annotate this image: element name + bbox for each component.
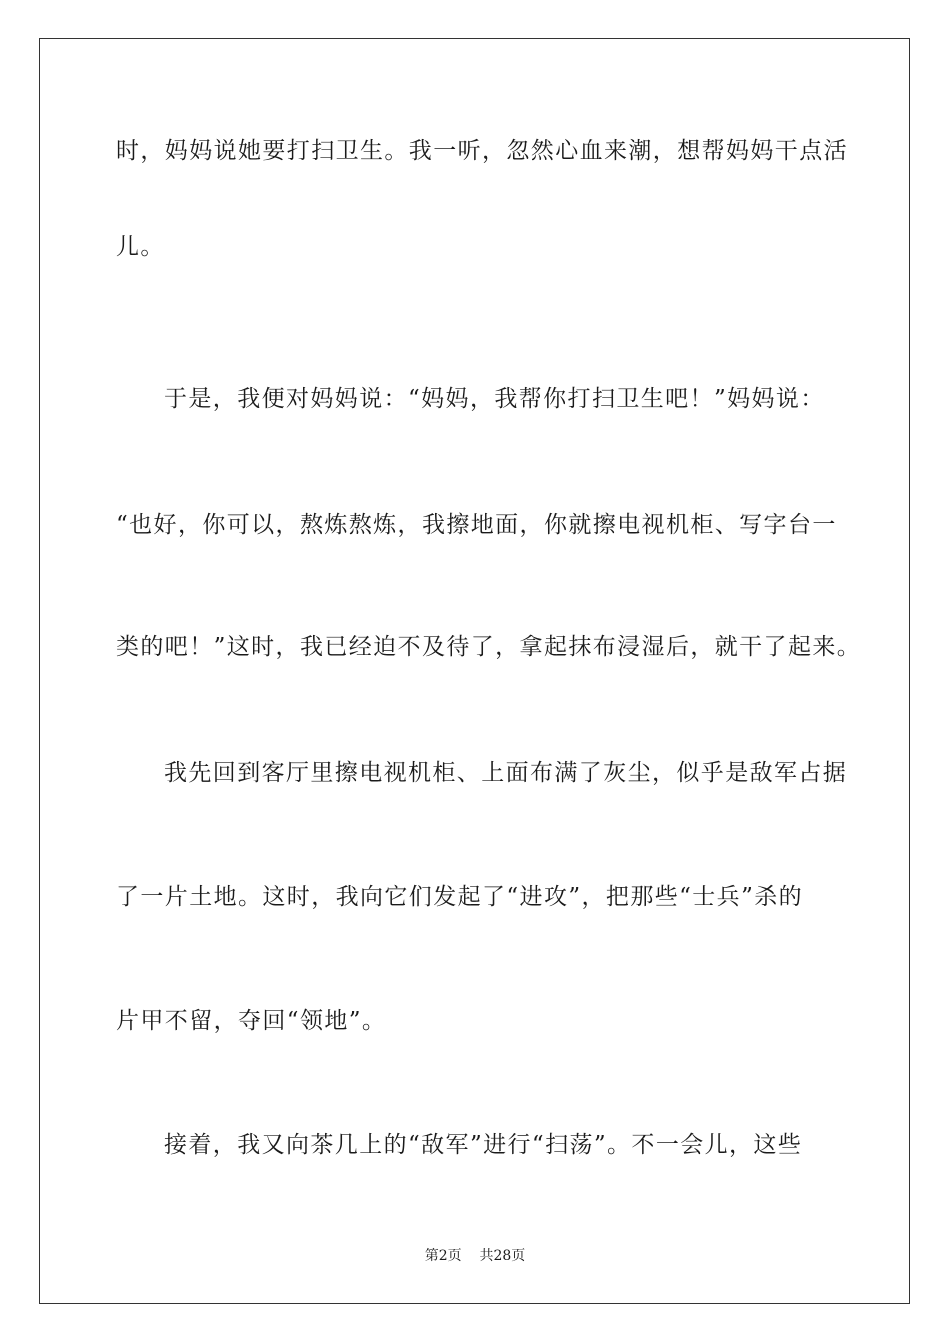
text-line: 时，妈妈说她要打扫卫生。我一听，忽然心血来潮，想帮妈妈干点活 [116, 138, 848, 164]
text-line: 类的吧！”这时，我已经迫不及待了，拿起抹布浸湿后，就干了起来。 [116, 634, 862, 660]
page-footer [0, 1246, 950, 1266]
total-pages: 共28页 [479, 1248, 526, 1264]
text-line: 片甲不留，夺回“领地”。 [116, 1008, 387, 1034]
page-number: 第2页 [424, 1248, 462, 1264]
text-line: “也好，你可以，熬炼熬炼，我擦地面，你就擦电视机柜、写字台一 [116, 512, 837, 538]
text-line: 我先回到客厅里擦电视机柜、上面布满了灰尘，似乎是敌军占据 [164, 760, 848, 786]
text-line: 接着，我又向茶几上的“敌军”进行“扫荡”。不一会儿，这些 [164, 1132, 803, 1158]
text-line: 于是，我便对妈妈说：“妈妈，我帮你打扫卫生吧！”妈妈说： [164, 386, 825, 412]
text-line: 了一片土地。这时，我向它们发起了“进攻”，把那些“士兵”杀的 [116, 884, 804, 910]
text-line: 儿。 [116, 234, 165, 260]
page-frame [39, 38, 910, 1304]
